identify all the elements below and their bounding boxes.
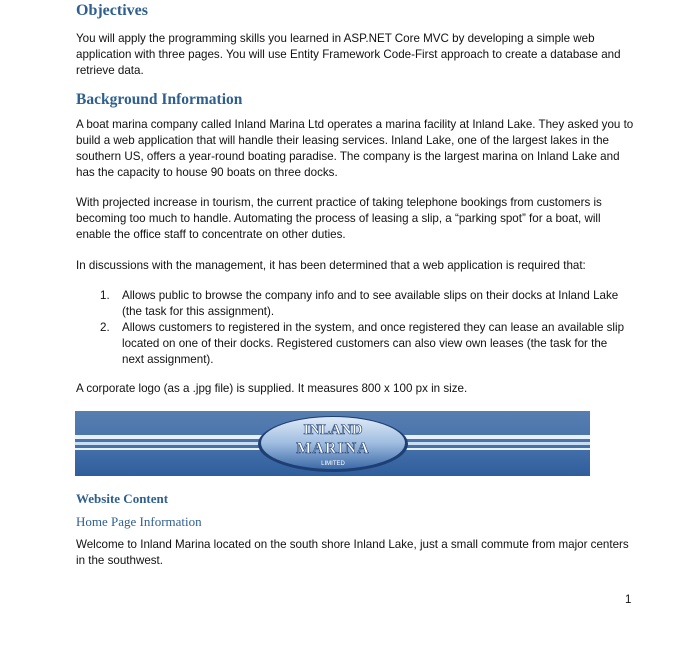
page-number: 1	[625, 594, 632, 606]
background-paragraph-2: With projected increase in tourism, the current practice of taking telephone bookings from customers is becoming too much to handle. Automating the process of leasing a slip, a “parking spot” for a boat, will enable the office staff to concentrate on other duties.	[76, 196, 602, 241]
list-item-text: Allows customers to registered in the system, and once registered they can lease an available slip located on one of their docks. Registered customers can also view own leases (the task for the next assignment).	[122, 321, 625, 366]
home-page-info-heading: Home Page Information	[76, 514, 202, 529]
logo-graphic	[75, 411, 590, 476]
corporate-logo-image	[75, 411, 590, 476]
logo-word-limited: LIMITED	[321, 461, 345, 467]
requirements-list	[100, 288, 630, 368]
list-item-number: 1.	[100, 289, 110, 302]
logo-word-marina: MARINA	[296, 440, 370, 457]
list-item-number: 2.	[100, 321, 110, 334]
list-item	[100, 320, 630, 368]
background-heading: Background Information	[76, 91, 243, 108]
background-paragraph-1: A boat marina company called Inland Marina Ltd operates a marina facility at Inland Lake. They asked you to build a web application that will handle their leasing services. Inland Lake, one of the largest lakes in the southern US, offers a year-round boating paradise. The company is the largest marina on Inland Lake and has the capacity to house 90 boats on three docks.	[76, 118, 634, 179]
objectives-heading: Objectives	[76, 2, 148, 19]
website-content-heading: Website Content	[76, 491, 169, 506]
list-item	[100, 288, 630, 320]
home-page-text: Welcome to Inland Marina located on the south shore Inland Lake, just a small commute from major centers in the southwest.	[76, 538, 629, 567]
list-item-text: Allows public to browse the company info and to see available slips on their docks at Inland Lake (the task for this assignment).	[122, 289, 619, 318]
logo-word-inland: INLAND	[303, 422, 363, 438]
background-paragraph-3: In discussions with the management, it has been determined that a web application is required that:	[76, 259, 586, 272]
objectives-text: You will apply the programming skills you learned in ASP.NET Core MVC by developing a simple web application with three pages. You will use Entity Framework Code-First approach to create a database and retrieve data.	[76, 32, 621, 77]
background-paragraph-4: A corporate logo (as a .jpg file) is supplied. It measures 800 x 100 px in size.	[76, 382, 468, 395]
